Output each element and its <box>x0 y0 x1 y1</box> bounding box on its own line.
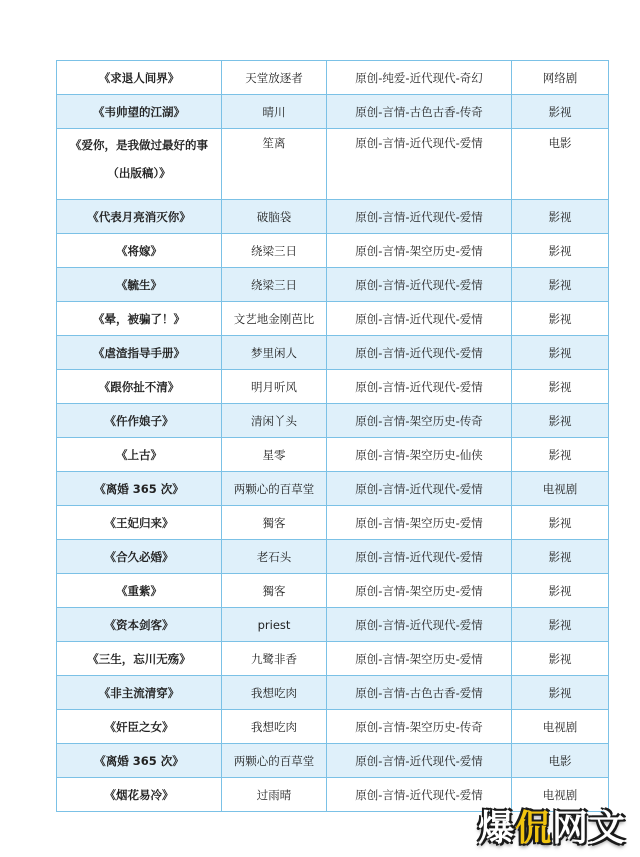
type-cell: 电影 <box>512 744 609 778</box>
type-cell: 影视 <box>512 574 609 608</box>
table-row <box>57 744 609 778</box>
author-cell: 獨客 <box>222 574 327 608</box>
table-row <box>57 438 609 472</box>
author-cell: 老石头 <box>222 540 327 574</box>
genre-cell: 原创-言情-近代现代-爱情 <box>327 778 512 812</box>
title-cell: 《离婚 365 次》 <box>57 744 222 778</box>
author-cell: 獨客 <box>222 506 327 540</box>
genre-cell: 原创-言情-架空历史-传奇 <box>327 404 512 438</box>
table-row <box>57 710 609 744</box>
author-cell: 明月听风 <box>222 370 327 404</box>
title-cell: 《将嫁》 <box>57 234 222 268</box>
genre-cell: 原创-言情-近代现代-爱情 <box>327 302 512 336</box>
author-cell: 破脑袋 <box>222 200 327 234</box>
title-cell: 《跟你扯不清》 <box>57 370 222 404</box>
type-cell: 影视 <box>512 302 609 336</box>
genre-cell: 原创-言情-古色古香-传奇 <box>327 95 512 129</box>
table-row <box>57 506 609 540</box>
type-cell: 影视 <box>512 200 609 234</box>
watermark-char-2: 侃 <box>514 808 552 849</box>
title-cell: 《仵作娘子》 <box>57 404 222 438</box>
author-cell: 我想吃肉 <box>222 710 327 744</box>
table-body <box>57 61 609 812</box>
title-cell: 《三生，忘川无殇》 <box>57 642 222 676</box>
table-row <box>57 676 609 710</box>
genre-cell: 原创-言情-架空历史-爱情 <box>327 506 512 540</box>
author-cell: priest <box>222 608 327 642</box>
genre-cell: 原创-言情-古色古香-爱情 <box>327 676 512 710</box>
author-cell: 绕梁三日 <box>222 268 327 302</box>
author-cell: 两颗心的百草堂 <box>222 472 327 506</box>
author-cell: 笙离 <box>222 129 327 200</box>
table-row <box>57 302 609 336</box>
table-row <box>57 268 609 302</box>
genre-cell: 原创-言情-近代现代-爱情 <box>327 200 512 234</box>
site-watermark-logo <box>478 800 626 851</box>
type-cell: 影视 <box>512 370 609 404</box>
type-cell: 影视 <box>512 438 609 472</box>
type-cell: 影视 <box>512 540 609 574</box>
title-cell: 《合久必婚》 <box>57 540 222 574</box>
author-cell: 天堂放逐者 <box>222 61 327 95</box>
type-cell: 电视剧 <box>512 778 609 812</box>
genre-cell: 原创-言情-架空历史-传奇 <box>327 710 512 744</box>
table-row <box>57 608 609 642</box>
genre-cell: 原创-言情-近代现代-爱情 <box>327 268 512 302</box>
genre-cell: 原创-言情-近代现代-爱情 <box>327 540 512 574</box>
title-cell: 《奸臣之女》 <box>57 710 222 744</box>
table-row <box>57 336 609 370</box>
title-cell: 《上古》 <box>57 438 222 472</box>
genre-cell: 原创-言情-近代现代-爱情 <box>327 336 512 370</box>
title-cell: 《离婚 365 次》 <box>57 472 222 506</box>
type-cell: 网络剧 <box>512 61 609 95</box>
table-row <box>57 370 609 404</box>
title-cell: 《资本剑客》 <box>57 608 222 642</box>
table-row <box>57 129 609 200</box>
author-cell: 梦里闲人 <box>222 336 327 370</box>
type-cell: 影视 <box>512 676 609 710</box>
title-cell: 《虐渣指导手册》 <box>57 336 222 370</box>
author-cell: 星零 <box>222 438 327 472</box>
genre-cell: 原创-言情-架空历史-爱情 <box>327 574 512 608</box>
type-cell: 电影 <box>512 129 609 200</box>
genre-cell: 原创-言情-近代现代-爱情 <box>327 129 512 200</box>
type-cell: 电视剧 <box>512 710 609 744</box>
title-cell: 《烟花易冷》 <box>57 778 222 812</box>
table-row <box>57 574 609 608</box>
title-cell: 《爱你，是我做过最好的事（出版稿）》 <box>57 129 222 200</box>
table-row <box>57 540 609 574</box>
type-cell: 电视剧 <box>512 472 609 506</box>
type-cell: 影视 <box>512 234 609 268</box>
author-cell: 过雨晴 <box>222 778 327 812</box>
type-cell: 影视 <box>512 506 609 540</box>
title-cell: 《晕，被骗了！》 <box>57 302 222 336</box>
title-cell: 《重紫》 <box>57 574 222 608</box>
author-cell: 我想吃肉 <box>222 676 327 710</box>
genre-cell: 原创-言情-架空历史-爱情 <box>327 234 512 268</box>
table-row <box>57 200 609 234</box>
author-cell: 清闲丫头 <box>222 404 327 438</box>
genre-cell: 原创-言情-架空历史-爱情 <box>327 642 512 676</box>
watermark-char-3: 网文 <box>551 808 626 849</box>
type-cell: 影视 <box>512 404 609 438</box>
author-cell: 两颗心的百草堂 <box>222 744 327 778</box>
author-cell: 九鹭非香 <box>222 642 327 676</box>
title-cell: 《代表月亮消灭你》 <box>57 200 222 234</box>
title-cell: 《王妃归来》 <box>57 506 222 540</box>
author-cell: 绕梁三日 <box>222 234 327 268</box>
watermark-char-1: 爆 <box>477 808 515 849</box>
table-row <box>57 404 609 438</box>
genre-cell: 原创-纯爱-近代现代-奇幻 <box>327 61 512 95</box>
type-cell: 影视 <box>512 95 609 129</box>
genre-cell: 原创-言情-架空历史-仙侠 <box>327 438 512 472</box>
title-cell: 《非主流清穿》 <box>57 676 222 710</box>
type-cell: 影视 <box>512 268 609 302</box>
table-row <box>57 234 609 268</box>
title-cell: 《韦帅望的江湖》 <box>57 95 222 129</box>
novel-adaptation-table <box>56 60 609 812</box>
genre-cell: 原创-言情-近代现代-爱情 <box>327 608 512 642</box>
genre-cell: 原创-言情-近代现代-爱情 <box>327 370 512 404</box>
table-row <box>57 61 609 95</box>
type-cell: 影视 <box>512 608 609 642</box>
type-cell: 影视 <box>512 642 609 676</box>
genre-cell: 原创-言情-近代现代-爱情 <box>327 744 512 778</box>
author-cell: 晴川 <box>222 95 327 129</box>
title-cell: 《毓生》 <box>57 268 222 302</box>
title-cell: 《求退人间界》 <box>57 61 222 95</box>
table-row <box>57 472 609 506</box>
type-cell: 影视 <box>512 336 609 370</box>
author-cell: 文艺地金刚芭比 <box>222 302 327 336</box>
table-row <box>57 95 609 129</box>
genre-cell: 原创-言情-近代现代-爱情 <box>327 472 512 506</box>
table-row <box>57 642 609 676</box>
